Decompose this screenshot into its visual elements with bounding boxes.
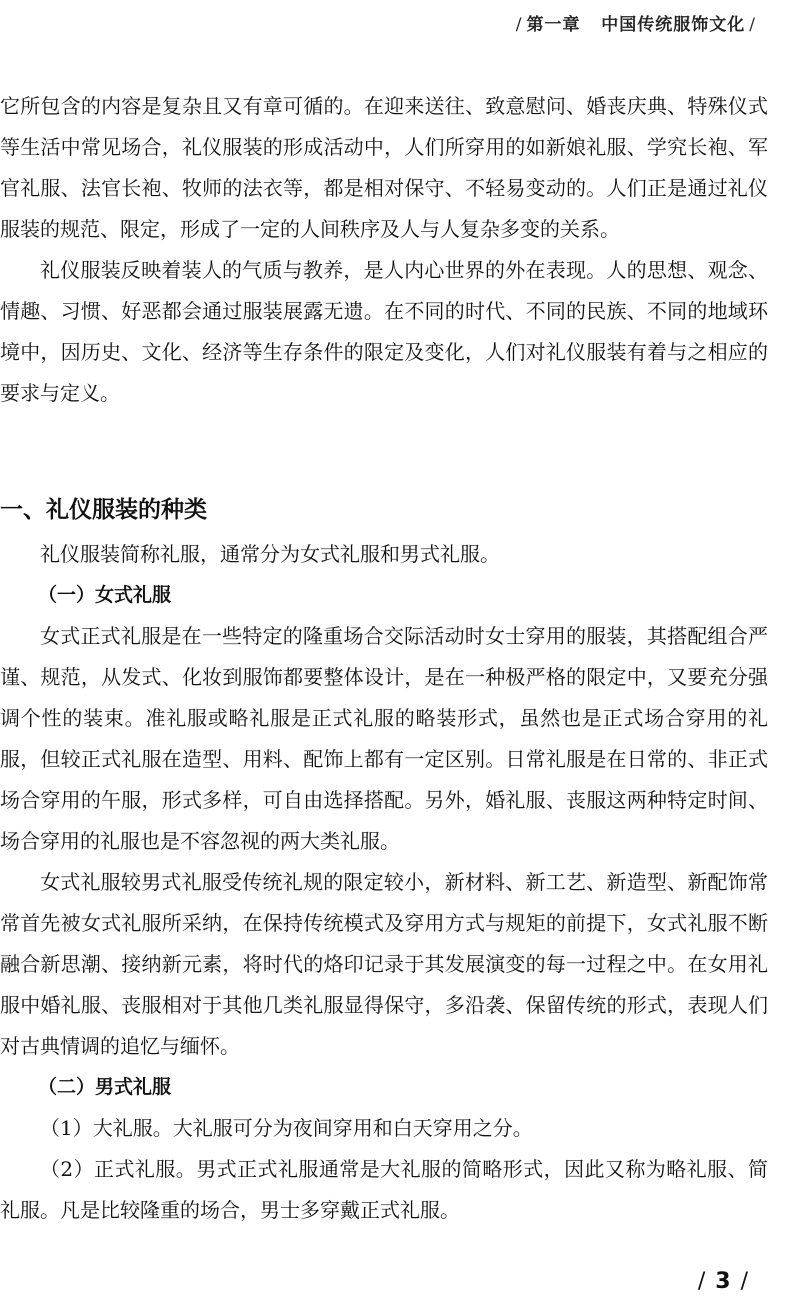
page-number-slash-left: / xyxy=(697,1269,706,1294)
intro-paragraph-1: 它所包含的内容是复杂且又有章可循的。在迎来送往、致意慰问、婚丧庆典、特殊仪式等生活中常见场合，礼仪服装的形成活动中，人们所穿用的如新娘礼服、学究长袍、军官礼服、法官长袍、牧师的法衣等，都是相对保守、不轻易变动的。人们正是通过礼仪服装的规范、限定，形成了一定的人间秩序及人与人复杂多变的关系。 xyxy=(0,94,768,241)
header-slash-right: / xyxy=(749,15,756,35)
men-paragraph-1: （1）大礼服。大礼服可分为夜间穿用和白天穿用之分。 xyxy=(40,1116,533,1140)
running-header xyxy=(512,10,760,35)
intro-paragraph-2: 礼仪服装反映着装人的气质与教养，是人内心世界的外在表现。人的思想、观念、情趣、习惯、好恶都会通过服装展露无遗。在不同的时代、不同的民族、不同的地域环境中，因历史、文化、经济等生存条件的限定及变化，人们对礼仪服装有着与之相应的要求与定义。 xyxy=(0,258,768,405)
page-number-slash-right: / xyxy=(740,1269,748,1294)
header-slash-left: / xyxy=(515,15,523,35)
section-body xyxy=(0,534,768,1231)
women-paragraph-1: 女式正式礼服是在一些特定的隆重场合交际活动时女士穿用的服装，其搭配组合严谨、规范，从发式、化妆到服饰都要整体设计，是在一种极严格的限定中，又要充分强调个性的装束。准礼服或略礼服是正式礼服的略装形式，虽然也是正式场合穿用的礼服，但较正式礼服在造型、用料、配饰上都有一定区别。日常礼服是在日常的、非正式场合穿用的午服，形式多样，可自由选择搭配。另外，婚礼服、丧服这两种特定时间、场合穿用的礼服也是不容忽视的两大类礼服。 xyxy=(0,624,768,853)
men-paragraph-2: （2）正式礼服。男式正式礼服通常是大礼服的简略形式，因此又称为略礼服、简礼服。凡是比较隆重的场合，男士多穿戴正式礼服。 xyxy=(0,1157,768,1222)
section-lead: 礼仪服装简称礼服，通常分为女式礼服和男式礼服。 xyxy=(40,542,500,566)
women-paragraph-2: 女式礼服较男式礼服受传统礼规的限定较小，新材料、新工艺、新造型、新配饰常常首先被女式礼服所采纳，在保持传统模式及穿用方式与规矩的前提下，女式礼服不断融合新思潮、接纳新元素，将时代的烙印记录于其发展演变的每一过程之中。在女用礼服中婚礼服、丧服相对于其他几类礼服显得保守，多沿袭、保留传统的形式，表现人们对古典情调的追忆与缅怀。 xyxy=(0,870,768,1058)
header-title: 中国传统服饰文化 xyxy=(601,15,746,35)
section-heading: 一、礼仪服装的种类 xyxy=(0,497,207,523)
page-number xyxy=(688,1269,758,1294)
page-number-value: 3 xyxy=(715,1269,731,1294)
intro-text xyxy=(0,86,768,414)
header-chapter: 第一章 xyxy=(526,15,581,35)
subheading-women: （一）女式礼服 xyxy=(38,584,172,606)
subheading-men: （二）男式礼服 xyxy=(38,1076,172,1098)
